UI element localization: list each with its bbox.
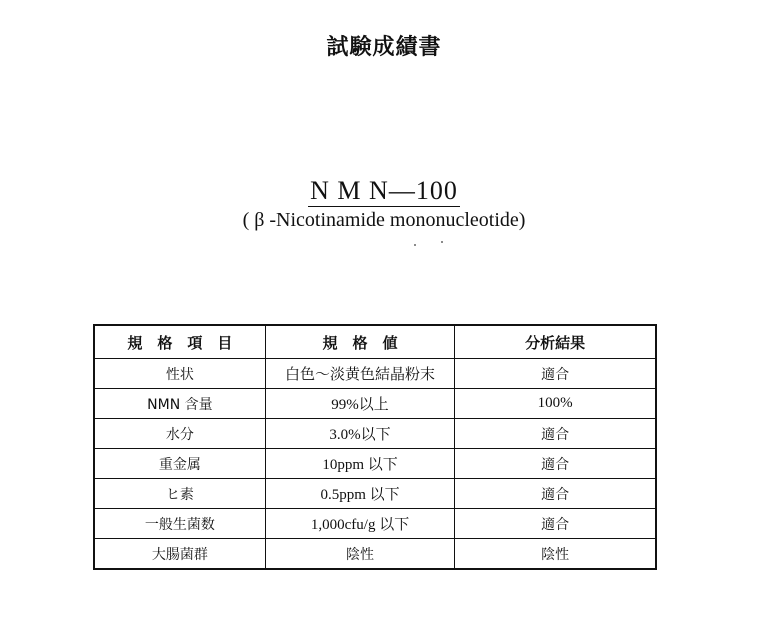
specification-table bbox=[93, 324, 657, 570]
row-spec: 1,000cfu/g 以下 bbox=[265, 509, 454, 539]
scan-speck bbox=[441, 241, 443, 243]
row-spec: 陰性 bbox=[265, 539, 454, 570]
header-spec-value: 規 格 値 bbox=[265, 325, 454, 359]
product-name bbox=[0, 176, 768, 207]
row-item: 大腸菌群 bbox=[94, 539, 265, 570]
row-result: 適合 bbox=[455, 479, 656, 509]
row-spec: 10ppm 以下 bbox=[265, 449, 454, 479]
table-row bbox=[94, 539, 656, 570]
row-spec: 白色～淡黄色結晶粉末 bbox=[265, 359, 454, 389]
table-row bbox=[94, 509, 656, 539]
scan-speck bbox=[414, 244, 416, 246]
row-result: 適合 bbox=[455, 419, 656, 449]
product-subtitle: ( β -Nicotinamide mononucleotide) bbox=[242, 209, 526, 231]
row-item: NMN 含量 bbox=[94, 389, 265, 419]
header-analysis-result: 分析結果 bbox=[455, 325, 656, 359]
table-header-row bbox=[94, 325, 656, 359]
row-result: 陰性 bbox=[455, 539, 656, 570]
header-spec-item: 規 格 項 目 bbox=[94, 325, 265, 359]
row-spec: 99%以上 bbox=[265, 389, 454, 419]
row-item: 重金属 bbox=[94, 449, 265, 479]
table-row bbox=[94, 419, 656, 449]
row-spec: 3.0%以下 bbox=[265, 419, 454, 449]
row-item: ヒ素 bbox=[94, 479, 265, 509]
row-result: 適合 bbox=[455, 509, 656, 539]
row-spec: 0.5ppm 以下 bbox=[265, 479, 454, 509]
table-row bbox=[94, 389, 656, 419]
row-result: 100% bbox=[455, 389, 656, 419]
row-item: 性状 bbox=[94, 359, 265, 389]
row-item: 一般生菌数 bbox=[94, 509, 265, 539]
table-row bbox=[94, 359, 656, 389]
table-row bbox=[94, 479, 656, 509]
row-result: 適合 bbox=[455, 449, 656, 479]
document-title: 試験成績書 bbox=[326, 35, 442, 60]
row-result: 適合 bbox=[455, 359, 656, 389]
table-row bbox=[94, 449, 656, 479]
row-item: 水分 bbox=[94, 419, 265, 449]
product-name-text: N M N—100 bbox=[310, 176, 458, 205]
